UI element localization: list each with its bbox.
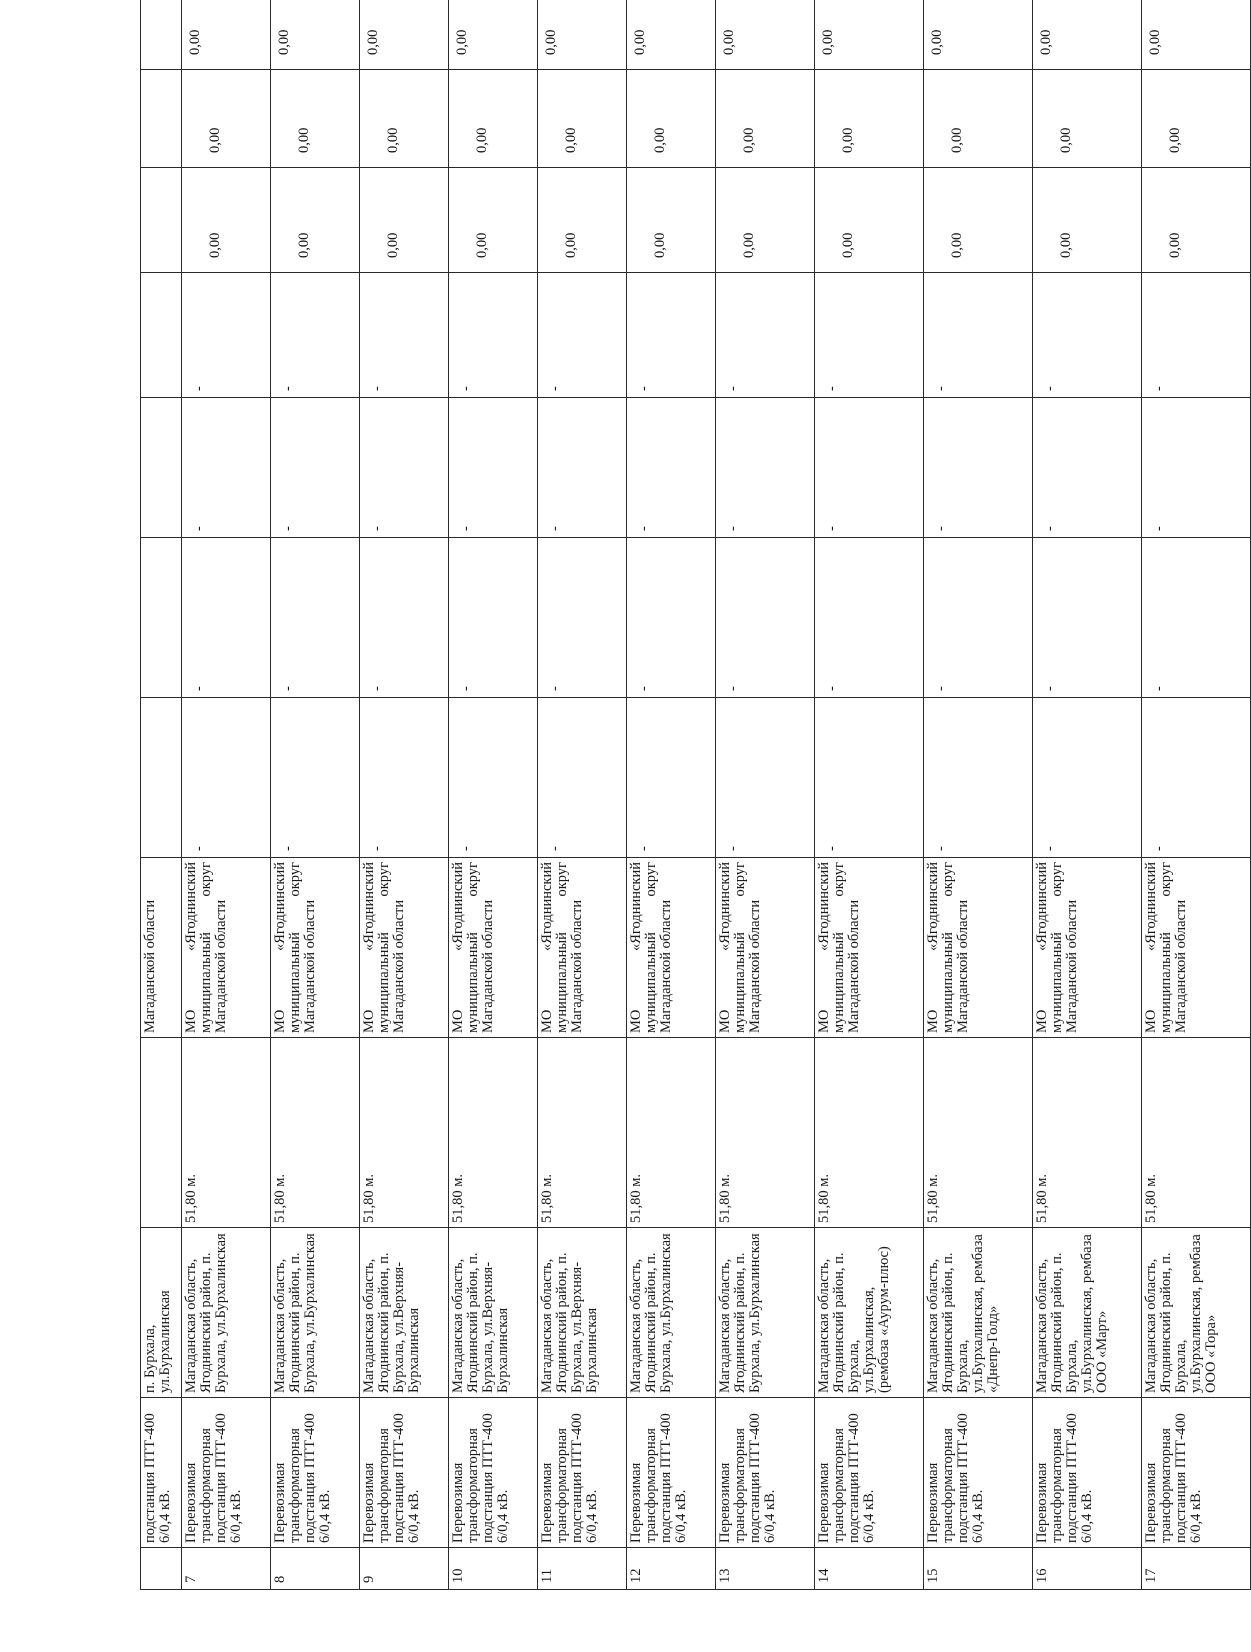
cell-d3: -: [182, 398, 271, 538]
cell-d2: -: [1142, 538, 1251, 698]
cell-v3: 0,00: [360, 0, 449, 70]
cell-v3: [141, 0, 182, 70]
cell-address: Магаданская область, Ягоднинский район, п. Бурхала, ул.Бурхалинская: [627, 1228, 716, 1398]
cell-name: Перевозимая трансформаторная подстанция ПТТ-400 6/0,4 кВ.: [271, 1398, 360, 1548]
cell-length: 51,80 м.: [1033, 1038, 1142, 1228]
cell-address: Магаданская область, Ягоднинский район, п. Бурхала, ул.Бурхалинская: [716, 1228, 815, 1398]
cell-owner: МО «Ягоднинский муниципальный округ Магаданской области: [182, 858, 271, 1038]
cell-d3: -: [716, 398, 815, 538]
cell-v3: 0,00: [924, 0, 1033, 70]
continuation-row: [141, 0, 182, 1590]
cell-v1: 0,00: [1033, 168, 1142, 273]
table-row: [1142, 0, 1251, 1590]
cell-name: Перевозимая трансформаторная подстанция ПТТ-400 6/0,4 кВ.: [627, 1398, 716, 1548]
cell-owner: МО «Ягоднинский муниципальный округ Магаданской области: [449, 858, 538, 1038]
cell-d1: -: [627, 698, 716, 858]
cell-d1: -: [182, 698, 271, 858]
cell-d2: -: [182, 538, 271, 698]
cell-v3: 0,00: [815, 0, 924, 70]
cell-length: 51,80 м.: [627, 1038, 716, 1228]
cell-v1: [141, 168, 182, 273]
cell-length: [141, 1038, 182, 1228]
cell-d2: -: [360, 538, 449, 698]
cell-address: Магаданская область, Ягоднинский район, п. Бурхала, ул.Верхняя-Бурхалинская: [360, 1228, 449, 1398]
cell-num: 16: [1033, 1548, 1142, 1590]
cell-v3: 0,00: [449, 0, 538, 70]
cell-d3: -: [627, 398, 716, 538]
cell-d4: [141, 273, 182, 398]
cell-num: [141, 1548, 182, 1590]
rotated-page: [140, 29, 1220, 1590]
cell-num: 9: [360, 1548, 449, 1590]
table-row: [271, 0, 360, 1590]
cell-name: подстанция ПТТ-400 6/0,4 кВ.: [141, 1398, 182, 1548]
cell-d1: -: [449, 698, 538, 858]
cell-num: 13: [716, 1548, 815, 1590]
cell-v2: 0,00: [538, 70, 627, 168]
cell-d1: -: [1142, 698, 1251, 858]
cell-v3: 0,00: [182, 0, 271, 70]
cell-d2: -: [271, 538, 360, 698]
cell-length: 51,80 м.: [449, 1038, 538, 1228]
cell-name: Перевозимая трансформаторная подстанция ПТТ-400 6/0,4 кВ.: [1033, 1398, 1142, 1548]
cell-v1: 0,00: [1142, 168, 1251, 273]
cell-num: 8: [271, 1548, 360, 1590]
cell-name: Перевозимая трансформаторная подстанция ПТТ-400 6/0,4 кВ.: [1142, 1398, 1251, 1548]
cell-address: Магаданская область, Ягоднинский район, п. Бурхала, ул.Бурхалинская, рембаза ООО «Март»: [1033, 1228, 1142, 1398]
cell-num: 7: [182, 1548, 271, 1590]
cell-owner: МО «Ягоднинский муниципальный округ Магаданской области: [1033, 858, 1142, 1038]
cell-d3: -: [1033, 398, 1142, 538]
cell-v2: 0,00: [182, 70, 271, 168]
cell-v2: 0,00: [924, 70, 1033, 168]
cell-num: 17: [1142, 1548, 1251, 1590]
cell-length: 51,80 м.: [271, 1038, 360, 1228]
cell-v2: 0,00: [1142, 70, 1251, 168]
cell-v2: 0,00: [360, 70, 449, 168]
table-row: [449, 0, 538, 1590]
cell-v2: 0,00: [815, 70, 924, 168]
cell-owner: МО «Ягоднинский муниципальный округ Магаданской области: [627, 858, 716, 1038]
cell-length: 51,80 м.: [924, 1038, 1033, 1228]
cell-name: Перевозимая трансформаторная подстанция ПТТ-400 6/0,4 кВ.: [815, 1398, 924, 1548]
table-row: [815, 0, 924, 1590]
cell-address: п. Бурхала, ул.Бурхалинская: [141, 1228, 182, 1398]
cell-address: Магаданская область, Ягоднинский район, п. Бурхала, ул.Бурхалинская: [271, 1228, 360, 1398]
cell-v1: 0,00: [360, 168, 449, 273]
table-row: [360, 0, 449, 1590]
cell-address: Магаданская область, Ягоднинский район, п. Бурхала, ул.Бурхалинская, рембаза ООО «Тора»: [1142, 1228, 1251, 1398]
cell-v1: 0,00: [449, 168, 538, 273]
cell-v3: 0,00: [538, 0, 627, 70]
cell-owner: Магаданской области: [141, 858, 182, 1038]
cell-v2: 0,00: [716, 70, 815, 168]
cell-owner: МО «Ягоднинский муниципальный округ Магаданской области: [716, 858, 815, 1038]
cell-length: 51,80 м.: [1142, 1038, 1251, 1228]
cell-name: Перевозимая трансформаторная подстанция ПТТ-400 6/0,4 кВ.: [924, 1398, 1033, 1548]
cell-owner: МО «Ягоднинский муниципальный округ Магаданской области: [271, 858, 360, 1038]
cell-d3: -: [360, 398, 449, 538]
table-row: [716, 0, 815, 1590]
cell-d3: [141, 398, 182, 538]
cell-v1: 0,00: [815, 168, 924, 273]
cell-num: 11: [538, 1548, 627, 1590]
cell-name: Перевозимая трансформаторная подстанция ПТТ-400 6/0,4 кВ.: [716, 1398, 815, 1548]
cell-d2: -: [924, 538, 1033, 698]
cell-v3: 0,00: [271, 0, 360, 70]
cell-v3: 0,00: [716, 0, 815, 70]
cell-v2: [141, 70, 182, 168]
cell-v1: 0,00: [538, 168, 627, 273]
cell-d4: -: [627, 273, 716, 398]
cell-num: 14: [815, 1548, 924, 1590]
cell-d2: -: [538, 538, 627, 698]
cell-d4: -: [271, 273, 360, 398]
cell-v3: 0,00: [627, 0, 716, 70]
cell-length: 51,80 м.: [182, 1038, 271, 1228]
cell-d1: -: [924, 698, 1033, 858]
cell-v1: 0,00: [924, 168, 1033, 273]
cell-d3: -: [271, 398, 360, 538]
cell-v3: 0,00: [1033, 0, 1142, 70]
table-body: [141, 0, 1251, 1590]
cell-num: 15: [924, 1548, 1033, 1590]
cell-address: Магаданская область, Ягоднинский район, п. Бурхала, ул.Верхняя-Бурхалинская: [538, 1228, 627, 1398]
cell-d2: -: [627, 538, 716, 698]
cell-d1: -: [360, 698, 449, 858]
cell-name: Перевозимая трансформаторная подстанция ПТТ-400 6/0,4 кВ.: [538, 1398, 627, 1548]
table-row: [924, 0, 1033, 1590]
cell-d4: -: [182, 273, 271, 398]
cell-v2: 0,00: [627, 70, 716, 168]
cell-d2: -: [815, 538, 924, 698]
cell-v1: 0,00: [182, 168, 271, 273]
cell-d3: -: [815, 398, 924, 538]
cell-name: Перевозимая трансформаторная подстанция ПТТ-400 6/0,4 кВ.: [449, 1398, 538, 1548]
cell-d3: -: [1142, 398, 1251, 538]
cell-length: 51,80 м.: [538, 1038, 627, 1228]
cell-d3: -: [449, 398, 538, 538]
cell-d4: -: [716, 273, 815, 398]
cell-owner: МО «Ягоднинский муниципальный округ Магаданской области: [360, 858, 449, 1038]
cell-d1: -: [815, 698, 924, 858]
cell-d4: -: [1033, 273, 1142, 398]
cell-v1: 0,00: [271, 168, 360, 273]
cell-d4: -: [815, 273, 924, 398]
cell-owner: МО «Ягоднинский муниципальный округ Магаданской области: [924, 858, 1033, 1038]
cell-address: Магаданская область, Ягоднинский район, п. Бурхала, ул.Бурхалинская, рембаза «Днепр-Голд»: [924, 1228, 1033, 1398]
table-row: [182, 0, 271, 1590]
cell-d3: -: [538, 398, 627, 538]
cell-d1: -: [271, 698, 360, 858]
cell-address: Магаданская область, Ягоднинский район, п. Бурхала, ул.Бурхалинская, (рембаза «Аурум-плюс): [815, 1228, 924, 1398]
cell-d4: -: [538, 273, 627, 398]
cell-owner: МО «Ягоднинский муниципальный округ Магаданской области: [1142, 858, 1251, 1038]
cell-num: 10: [449, 1548, 538, 1590]
cell-v2: 0,00: [1033, 70, 1142, 168]
cell-length: 51,80 м.: [716, 1038, 815, 1228]
cell-owner: МО «Ягоднинский муниципальный округ Магаданской области: [538, 858, 627, 1038]
cell-owner: МО «Ягоднинский муниципальный округ Магаданской области: [815, 858, 924, 1038]
cell-address: Магаданская область, Ягоднинский район, п. Бурхала, ул.Верхняя-Бурхалинская: [449, 1228, 538, 1398]
table-row: [538, 0, 627, 1590]
cell-v1: 0,00: [716, 168, 815, 273]
cell-v2: 0,00: [271, 70, 360, 168]
cell-d4: -: [360, 273, 449, 398]
cell-d3: -: [924, 398, 1033, 538]
cell-d4: -: [924, 273, 1033, 398]
cell-d4: -: [1142, 273, 1251, 398]
substations-table: [140, 0, 1251, 1590]
cell-address: Магаданская область, Ягоднинский район, п. Бурхала, ул.Бурхалинская: [182, 1228, 271, 1398]
cell-num: 12: [627, 1548, 716, 1590]
cell-v2: 0,00: [449, 70, 538, 168]
cell-d1: -: [716, 698, 815, 858]
cell-d2: -: [449, 538, 538, 698]
cell-name: Перевозимая трансформаторная подстанция ПТТ-400 6/0,4 кВ.: [182, 1398, 271, 1548]
table-row: [1033, 0, 1142, 1590]
cell-d2: -: [716, 538, 815, 698]
cell-d1: -: [1033, 698, 1142, 858]
cell-length: 51,80 м.: [360, 1038, 449, 1228]
cell-d2: -: [1033, 538, 1142, 698]
cell-d2: [141, 538, 182, 698]
cell-length: 51,80 м.: [815, 1038, 924, 1228]
cell-name: Перевозимая трансформаторная подстанция ПТТ-400 6/0,4 кВ.: [360, 1398, 449, 1548]
cell-v3: 0,00: [1142, 0, 1251, 70]
cell-d4: -: [449, 273, 538, 398]
cell-v1: 0,00: [627, 168, 716, 273]
cell-d1: [141, 698, 182, 858]
cell-d1: -: [538, 698, 627, 858]
table-row: [627, 0, 716, 1590]
